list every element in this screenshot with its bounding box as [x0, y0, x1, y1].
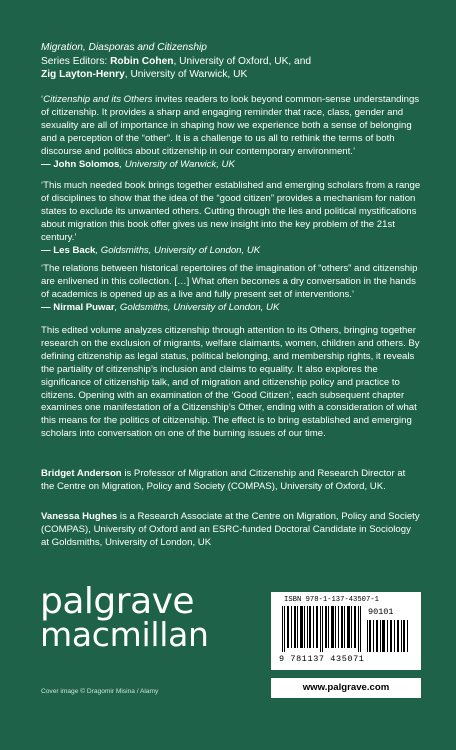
cover-credit: Cover image © Dragomir Misina / Alamy: [41, 688, 159, 695]
bio-2-name: Vanessa Hughes: [41, 511, 118, 522]
editor-1-affiliation: , University of Oxford, UK, and: [173, 55, 312, 67]
editor-2-affiliation: , University of Warwick, UK: [124, 69, 248, 80]
quote-1: ‘Citizenship and its Others invites readers to look beyond common-sense understandings of citizenship. It provides a sharp and engaging reminder that race, class, gender and sexuality are all of importance in shaping how we experience both a sense of belonging and a perception of the “other”. It is a challenge to us all to rethink the terms of both discourse and politics about citizenship in our contemporary environment.’ — John Solomos, University of Warwick, UK: [41, 94, 420, 170]
quote-2-author: — Les Back: [41, 244, 96, 256]
editor-bio-1: [41, 468, 421, 494]
series-info: [41, 41, 421, 82]
addon-barcode-icon: [367, 620, 411, 652]
logo-line-2: macmillan: [40, 615, 209, 654]
publisher-url[interactable]: www.palgrave.com: [302, 682, 390, 693]
logo-line-1: palgrave: [40, 581, 195, 622]
description-text: This edited volume analyzes citizenship through attention to its Others, bringing together research on the exclusion of migrants, welfare claimants, women, children and others. By defining citizenship as legal status, political belonging, and membership rights, it reveals the partiality of citizenship’s inclusion and claims to equality. It also explores the significance of citizenship talk, and of migration and citizenship policy and practice to citizens. Opening with an examination of the ‘Good Citizen’, each subsequent chapter examines one manifestation of a Citizenship’s Other, ending with a consideration of what this means for the politics of citizenship. The effect is to bring established and emerging scholars into conversation on one of the burning issues of our time.: [41, 325, 420, 440]
series-editors: [41, 55, 421, 69]
quote-1-affiliation: , University of Warwick, UK: [119, 158, 235, 170]
editor-1-name: Robin Cohen: [110, 55, 174, 67]
url-box: [271, 678, 421, 698]
bio-1-name: Bridget Anderson: [41, 468, 122, 479]
editors-prefix: Series Editors:: [41, 55, 111, 67]
quote-2-affiliation: , Goldsmiths, University of London, UK: [95, 244, 261, 256]
barcode: [271, 592, 421, 670]
bio-1-text: is Professor of Migration and Citizenship and Research Director at the Centre on Migration, Policy and Society (COMPAS), University of Oxford, UK.: [41, 468, 406, 492]
isbn-text: ISBN 978-1-137-43507-1: [284, 596, 379, 604]
quote-1-title: Citizenship and its Others: [43, 94, 153, 105]
price-code: 90101: [368, 607, 394, 617]
series-editor-2: [41, 68, 421, 82]
quote-3: [41, 263, 421, 315]
quote-3-affiliation: , Goldsmiths, University of London, UK: [114, 301, 280, 313]
ean-barcode-icon: [281, 606, 363, 652]
editor-bio-2: [41, 511, 421, 550]
quote-3-author: — Nirmal Puwar: [41, 301, 115, 313]
quote-1-text: invites readers to look beyond common-sense understandings of citizenship. It provides a sharp and engaging reminder that race, class, gender and sexuality are all of importance in shaping how we experience both a sense of belonging and a perception of the “other”. It is a challenge to us all to rethink the terms of both discourse and politics about citizenship in our contemporary environment.’: [41, 94, 420, 157]
quote-2: [41, 180, 421, 257]
publisher-logo: [40, 581, 209, 654]
bio-2-text: is a Research Associate at the Centre on Migration, Policy and Society (COMPAS), University of Oxford and an ESRC-funded Doctoral Candidate in Sociology at Goldsmiths, University of London, UK: [41, 511, 420, 548]
book-description: [41, 325, 421, 441]
series-title: Migration, Diasporas and Citizenship: [41, 42, 207, 53]
quote-3-text: ‘The relations between historical repertoires of the imagination of “others” and citizenship are enlivened in this collection. […] What often becomes a dry conversation in the hands of academics is opened up as a live and fully present set of interventions.’: [41, 263, 418, 300]
editor-2-name: Zig Layton-Henry: [41, 69, 125, 80]
ean-digits: 9 781137 435071: [279, 654, 365, 664]
quote-2-text: ‘This much needed book brings together established and emerging scholars from a range of disciplines to show that the idea of the “good citizen” provides a mechanism for nation states to exclude its unwanted others. Cutting through the lies and political mystifications about migration this book offer gives us new insight into the key problem of the 21st century.’: [41, 180, 421, 243]
quote-1-author: — John Solomos: [41, 158, 120, 170]
